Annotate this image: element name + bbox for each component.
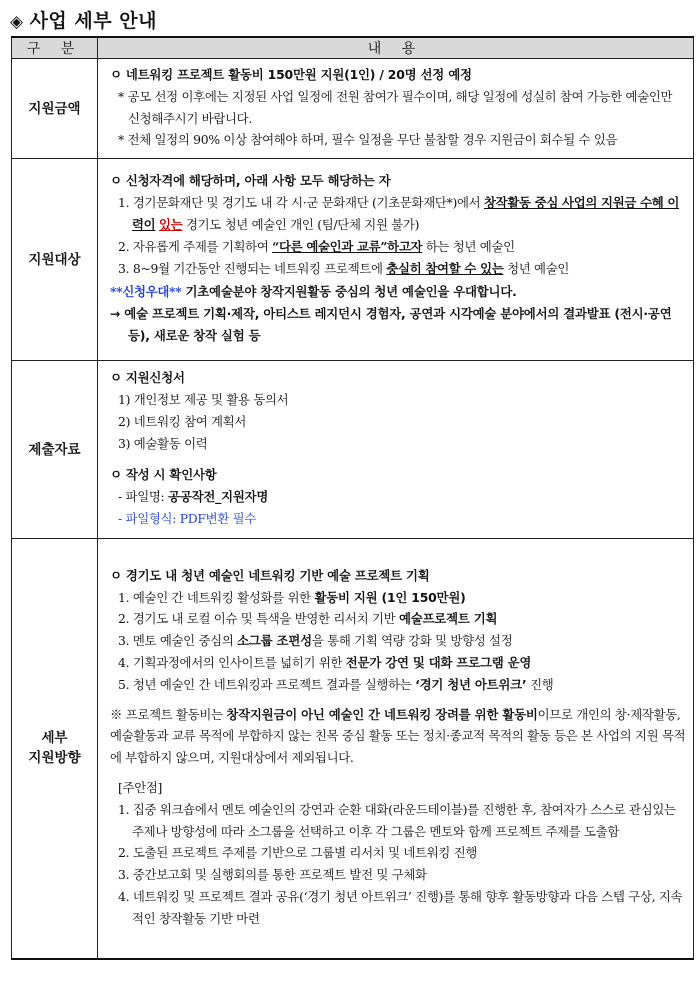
header-category: 구 분 bbox=[12, 37, 98, 59]
support-amount-note-1: * 공모 선정 이후에는 지정된 사업 일정에 전원 참여가 필수이며, 해당 일정에 성실히 참여 가능한 예술인만 신청해주시기 바랍니다. bbox=[118, 88, 673, 126]
label-target: 지원대상 bbox=[12, 159, 98, 361]
target-item-3: 3. 8~9월 기간동안 진행되는 네트워킹 프로젝트에 충실히 참여할 수 있는 청년 예술인 bbox=[118, 260, 570, 276]
support-amount-note-2: * 전체 일정의 90% 이상 참여해야 하며, 필수 일정을 무단 불참할 경우 지원금이 회수될 수 있음 bbox=[118, 132, 618, 148]
content-support-amount bbox=[98, 59, 694, 159]
content-direction bbox=[98, 539, 694, 959]
diamond-bullet-icon: ◈ bbox=[10, 12, 24, 32]
direction-item-5: 5. 청년 예술인 간 네트워킹과 프로젝트 결과를 실행하는 ‘경기 청년 아트위크’ 진행 bbox=[118, 676, 554, 692]
target-item-2: 2. 자유롭게 주제를 기획하여 “다른 예술인과 교류”하고자 하는 청년 예술인 bbox=[118, 238, 515, 254]
row-direction bbox=[12, 539, 694, 959]
table-header-row bbox=[12, 37, 694, 59]
docs-head-2: ㅇ 작성 시 확인사항 bbox=[110, 467, 217, 483]
direction-item-2: 2. 경기도 내 로컬 이슈 및 특색을 반영한 리서치 기반 예술프로젝트 기획 bbox=[118, 611, 498, 627]
label-direction: 세부 지원방향 bbox=[12, 539, 98, 959]
detail-table bbox=[11, 36, 694, 960]
docs-item-1: 1) 개인정보 제공 및 활용 동의서 bbox=[118, 392, 289, 407]
label-support-amount: 지원금액 bbox=[12, 59, 98, 159]
section-title bbox=[10, 6, 157, 33]
row-docs bbox=[12, 361, 694, 539]
docs-item-3: 3) 예술활동 이력 bbox=[118, 435, 208, 451]
direction-item-4: 4. 기획과정에서의 인사이트를 넓히기 위한 전문가 강연 및 대화 프로그램 운영 bbox=[118, 655, 532, 671]
label-docs: 제출자료 bbox=[12, 361, 98, 539]
direction-main-2: 2. 도출된 프로젝트 주제를 기반으로 그룹별 리서치 및 네트워킹 진행 bbox=[118, 845, 478, 861]
row-support-amount bbox=[12, 59, 694, 159]
target-item-1: 1. 경기문화재단 및 경기도 내 각 시·군 문화재단 (기초문화재단*)에서 창작활동 중심 사업의 지원금 수혜 이력이 있는 경기도 청년 예술인 개인 (팀/단체 지원 불가) bbox=[118, 195, 680, 232]
docs-check-filename: - 파일명: 공공작전_지원자명 bbox=[118, 489, 269, 505]
direction-head: ㅇ 경기도 내 청년 예술인 네트워킹 기반 예술 프로젝트 기획 bbox=[110, 567, 430, 583]
support-amount-head: ㅇ 네트워킹 프로젝트 활동비 150만원 지원(1인) / 20명 선정 예정 bbox=[110, 66, 472, 82]
direction-main-3: 3. 중간보고회 및 실행회의를 통한 프로젝트 발전 및 구체화 bbox=[118, 867, 427, 883]
direction-note: ※ 프로젝트 활동비는 창작지원금이 아닌 예술인 간 네트워킹 장려를 위한 활동비이므로 개인의 창·제작활동, 예술활동과 교류 목적에 부합하지 않는 친목 중심 활동 또는 정치·종교적 목적의 활동 등은 본 사업의 지원 목적에 부합하지 않으며, 지원대상에서 제외됩니다. bbox=[110, 706, 686, 766]
section-title-text: 사업 세부 안내 bbox=[29, 10, 157, 32]
docs-item-2: 2) 네트워킹 참여 계획서 bbox=[118, 413, 247, 429]
content-target bbox=[98, 159, 694, 361]
header-content: 내 용 bbox=[98, 37, 694, 59]
target-preference-detail: → 예술 프로젝트 기획·제작, 아티스트 레지던시 경험자, 공연과 시각예술 분야에서의 결과발표 (전시·공연 등), 새로운 창작 실험 등 bbox=[110, 306, 672, 343]
target-head: ㅇ 신청자격에 해당하며, 아래 사항 모두 해당하는 자 bbox=[110, 173, 391, 189]
docs-check-format: - 파일형식: PDF변환 필수 bbox=[118, 510, 257, 526]
direction-item-1: 1. 예술인 간 네트워킹 활성화를 위한 활동비 지원 (1인 150만원) bbox=[118, 589, 466, 605]
content-docs bbox=[98, 361, 694, 539]
docs-head-1: ㅇ 지원신청서 bbox=[110, 370, 185, 386]
direction-item-3: 3. 멘토 예술인 중심의 소그룹 조편성을 통해 기획 역량 강화 및 방향성 설정 bbox=[118, 633, 513, 649]
direction-main-head: [주안점] bbox=[118, 780, 163, 796]
target-preference: **신청우대** 기초예술분야 창작지원활동 중심의 청년 예술인을 우대합니다. bbox=[110, 284, 517, 300]
direction-main-1: 1. 집중 워크숍에서 멘토 예술인의 강연과 순환 대화(라운드테이블)를 진행한 후, 참여자가 스스로 관심있는 주제나 방향성에 따라 소그룹을 선택하고 이후 각 그룹은 멘토와 함께 프로젝트 주제를 도출함 bbox=[118, 801, 676, 839]
direction-main-4: 4. 네트워킹 및 프로젝트 결과 공유(‘경기 청년 아트위크’ 진행)를 통해 향후 활동방향과 다음 스텝 구상, 지속적인 창작활동 기반 마련 bbox=[118, 889, 683, 926]
row-target bbox=[12, 159, 694, 361]
